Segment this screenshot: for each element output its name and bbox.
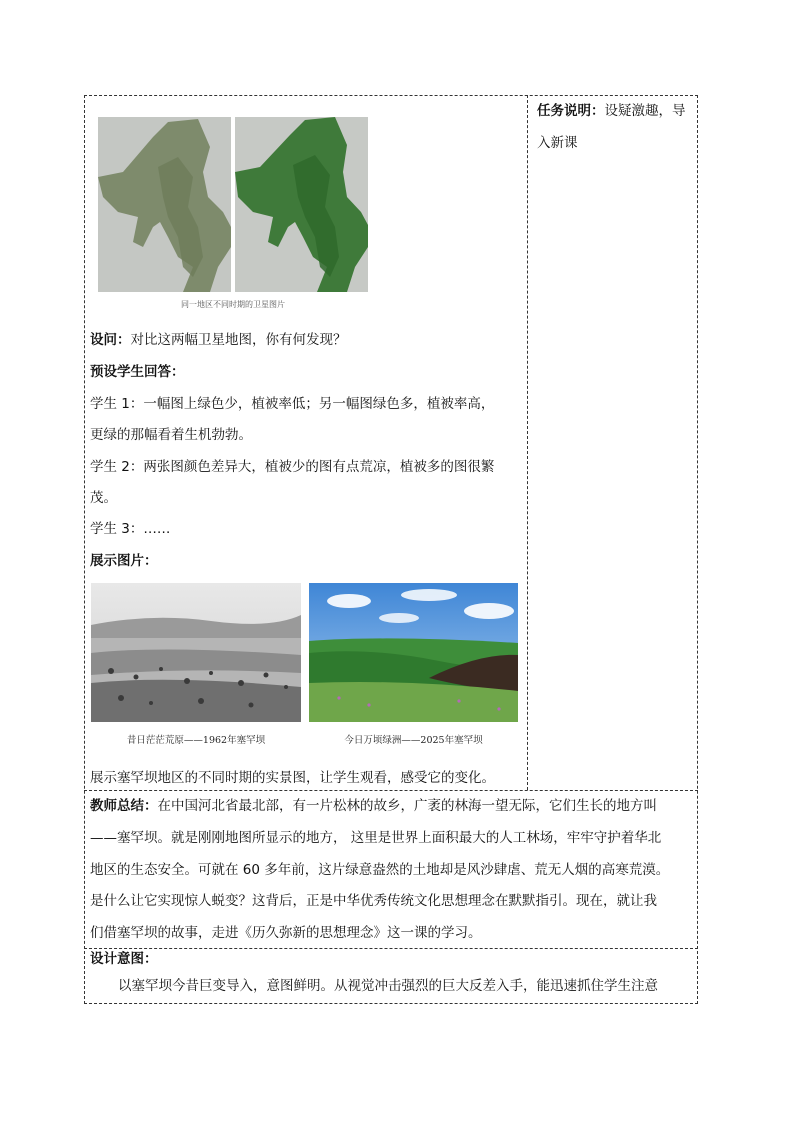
satellite-caption: 同一地区不同时期的卫星图片 [181, 300, 285, 309]
table-border-right [697, 95, 698, 1004]
photo-2025-saihanba [309, 583, 518, 722]
table-border-top [84, 95, 698, 96]
teacher-summary-text1: 在中国河北省最北部，有一片松林的故乡，广袤的林海一望无际，它们生长的地方叫 [157, 798, 657, 814]
design-intent-line1: 以塞罕坝今昔巨变导入，意图鲜明。从视觉冲击强烈的巨大反差入手，能迅速抓住学生注意 [118, 978, 658, 994]
photo-1962-saihanba [91, 583, 301, 722]
teacher-summary-line2: ——塞罕坝。就是刚刚地图所显示的地方， 这里是世界上面积最大的人工林场，牢牢守护着华北 [90, 830, 662, 846]
photo-2025-caption: 今日万顷绿洲——2025年塞罕坝 [344, 735, 483, 746]
student-2-line1: 学生 2：两张图颜色差异大，植被少的图有点荒凉，植被多的图很繁 [90, 459, 495, 475]
teacher-summary-label: 教师总结： [90, 798, 158, 814]
task-note-line1 [537, 100, 686, 122]
table-border-left [84, 95, 85, 1004]
student-3-line1: 学生 3：…… [90, 521, 171, 537]
task-note-line2: 入新课 [537, 135, 578, 151]
row-divider-1 [84, 790, 698, 791]
show-description: 展示塞罕坝地区的不同时期的实景图，让学生观看，感受它的变化。 [90, 770, 495, 786]
row-divider-2 [84, 948, 698, 949]
teacher-summary-line4: 是什么让它实现惊人蜕变？这背后，正是中华优秀传统文化思想理念在默默指引。现在，就让我 [90, 893, 657, 909]
photo-1962-caption: 昔日茫茫荒原——1962年塞罕坝 [126, 735, 266, 746]
teacher-summary-line1 [90, 795, 657, 817]
question-line [90, 329, 347, 351]
teacher-summary-line3: 地区的生态安全。可就在 60 多年前，这片绿意盎然的土地却是风沙肆虐、荒无人烟的高寒荒漠。 [90, 862, 670, 878]
preset-answers-label: 预设学生回答： [90, 364, 185, 380]
teacher-summary-line5: 们借塞罕坝的故事，走进《历久弥新的思想理念》这一课的学习。 [90, 925, 482, 941]
question-text: 对比这两幅卫星地图，你有何发现？ [130, 332, 347, 348]
satellite-image-before [98, 117, 231, 292]
column-divider [527, 95, 528, 790]
design-intent-label: 设计意图： [90, 951, 158, 967]
show-images-label: 展示图片： [90, 553, 158, 569]
student-1-line2: 更绿的那幅看着生机勃勃。 [90, 427, 252, 443]
question-label: 设问： [90, 332, 131, 348]
task-note-text: 设疑激趣，导 [604, 103, 686, 119]
student-2-line2: 茂。 [90, 490, 117, 506]
student-1-line1: 学生 1：一幅图上绿色少，植被率低；另一幅图绿色多，植被率高， [90, 396, 495, 412]
table-border-bottom [84, 1003, 698, 1004]
satellite-image-after [235, 117, 368, 292]
task-note-label: 任务说明： [537, 103, 605, 119]
